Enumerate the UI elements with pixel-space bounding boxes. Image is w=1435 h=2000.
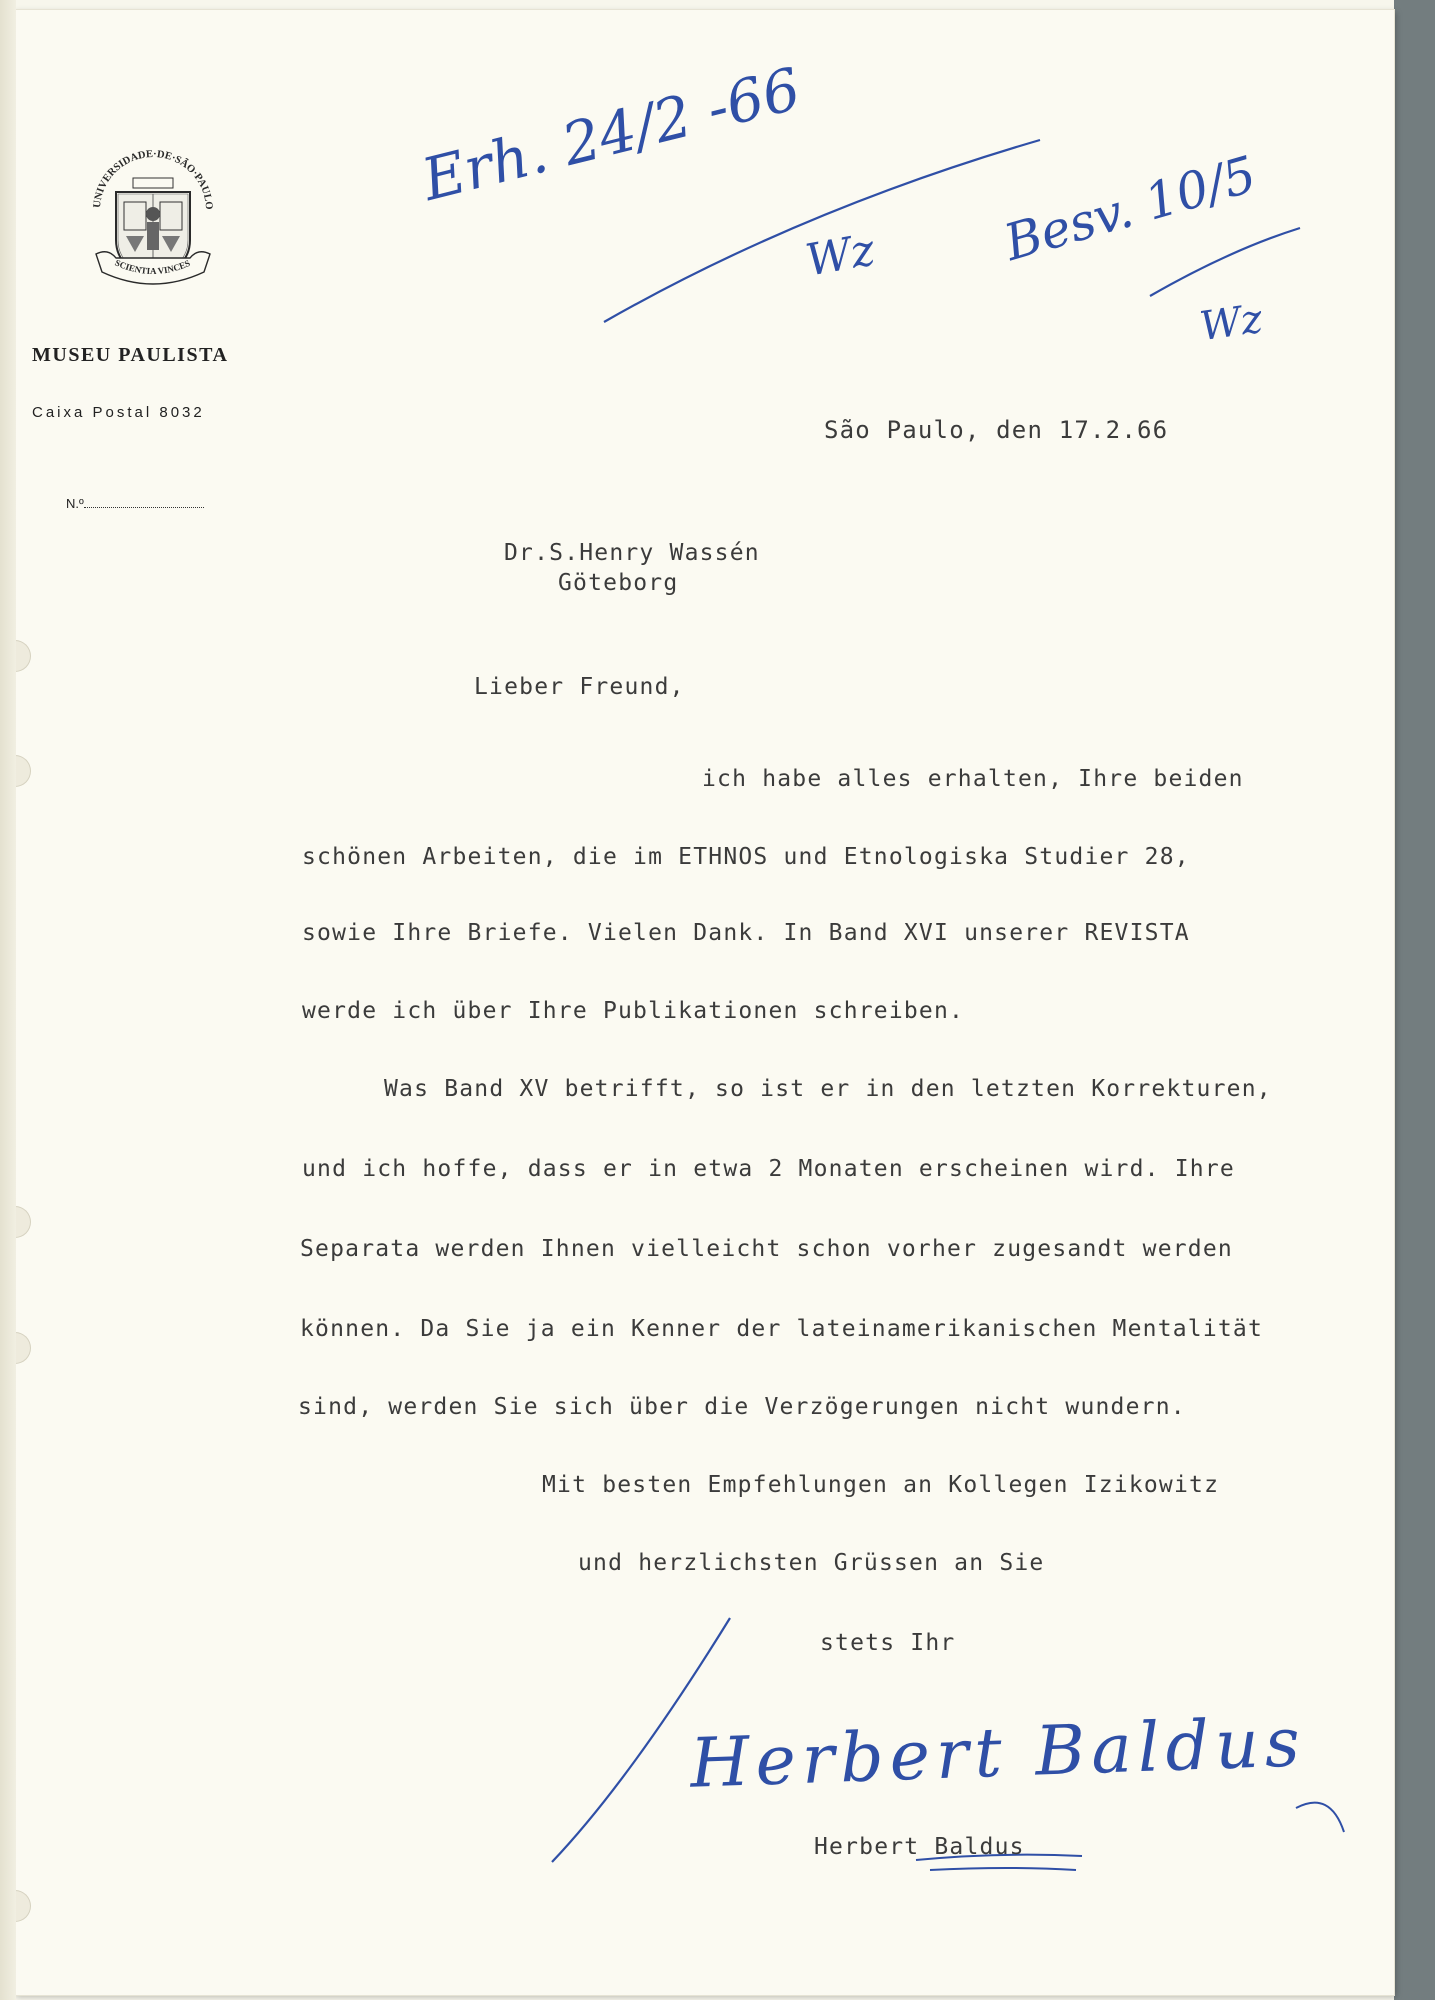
paragraph1-line: werde ich über Ihre Publikationen schreiben. <box>302 998 965 1024</box>
salutation: Lieber Freund, <box>474 674 685 700</box>
recipient-city: Göteborg <box>558 570 679 596</box>
museum-name: MUSEU PAULISTA <box>32 344 229 366</box>
paragraph1-line: schönen Arbeiten, die im ETHNOS und Etnologiska Studier 28, <box>302 844 1190 870</box>
received-note: Erh. 24/2 -66 <box>415 54 807 214</box>
paragraph2-line: Separata werden Ihnen vielleicht schon vorher zugesandt werden <box>300 1236 1233 1262</box>
annotation-line <box>604 140 1040 322</box>
paragraph2-line: können. Da Sie ja ein Kenner der lateinamerikanischen Mentalität <box>300 1316 1264 1342</box>
recipient-name: Dr.S.Henry Wassén <box>504 540 760 566</box>
annotation-line <box>1150 228 1300 296</box>
typed-name: Herbert Baldus <box>814 1834 1025 1860</box>
svg-text:SCIENTIA VINCES: SCIENTIA VINCES <box>113 257 192 277</box>
paragraph1-line: ich habe alles erhalten, Ihre beiden <box>702 766 1244 792</box>
answered-note: Besv. 10/5 <box>998 145 1263 272</box>
closing-line: Mit besten Empfehlungen an Kollegen Izikowitz <box>542 1472 1220 1498</box>
signature-stroke <box>1296 1803 1344 1832</box>
received-initials: Wz <box>802 224 879 287</box>
closing-line: stets Ihr <box>820 1630 956 1656</box>
postal-box: Caixa Postal 8032 <box>32 404 205 421</box>
closing-line: und herzlichsten Grüssen an Sie <box>578 1550 1045 1576</box>
paragraph2-line: sind, werden Sie sich über die Verzögerungen nicht wundern. <box>298 1394 1186 1420</box>
paragraph2-line: Was Band XV betrifft, so ist er in den letzten Korrekturen, <box>384 1076 1272 1102</box>
answered-initials: Wz <box>1197 295 1266 351</box>
place-date: São Paulo, den 17.2.66 <box>824 416 1169 444</box>
signature: Herbert Baldus <box>688 1703 1307 1804</box>
paragraph1-line: sowie Ihre Briefe. Vielen Dank. In Band XVI unserer REVISTA <box>302 920 1190 946</box>
number-label: N.º <box>66 496 84 511</box>
underline-stroke <box>930 1868 1076 1870</box>
paragraph2-line: und ich hoffe, dass er in etwa 2 Monaten erscheinen wird. Ihre <box>302 1156 1235 1182</box>
svg-text:UNIVERSIDADE·DE·SÃO·PAULO: UNIVERSIDADE·DE·SÃO·PAULO <box>91 148 215 211</box>
